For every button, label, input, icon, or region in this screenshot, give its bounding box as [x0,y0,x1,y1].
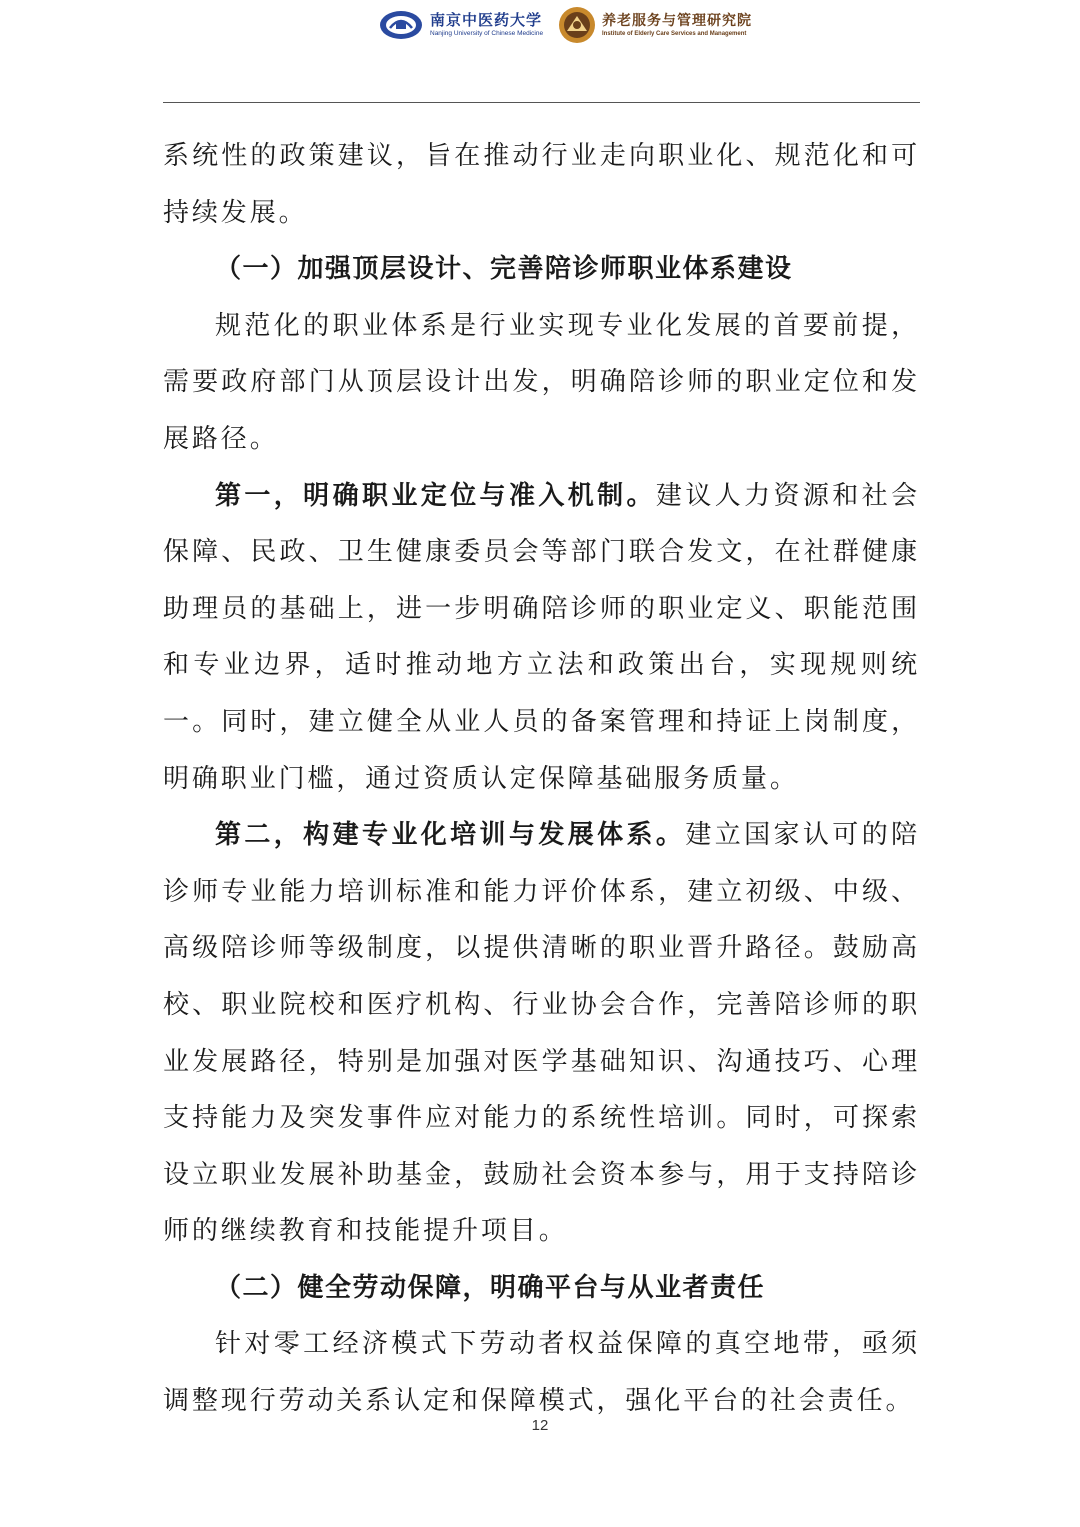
paragraph-continued: 系统性的政策建议，旨在推动行业走向职业化、规范化和可持续发展。 [163,141,920,228]
university-name-cn: 南京中医药大学 [430,10,543,29]
section-heading-1: （一）加强顶层设计、完善陪诊师职业体系建设 [215,254,793,285]
institute-emblem-icon [558,6,596,44]
paragraph-first-point [163,468,920,808]
university-emblem-icon [378,8,424,42]
paragraph-labor: 针对零工经济模式下劳动者权益保障的真空地带，亟须调整现行劳动关系认定和保障模式，强化平台的社会责任。 [163,1329,920,1417]
section-heading-2: （二）健全劳动保障，明确平台与从业者责任 [215,1272,766,1303]
header-divider [163,102,920,103]
university-logo [378,6,543,44]
paragraph-second-point [163,807,920,1260]
page-header [163,52,920,100]
page-number: 12 [531,1417,549,1434]
paragraph-lead: 第二，构建专业化培训与发展体系。 [215,820,686,851]
institute-name-en: Institute of Elderly Care Services and Management [602,30,747,37]
institute-logo [558,6,752,44]
paragraph-text: 建立国家认可的陪诊师专业能力培训标准和能力评价体系，建立初级、中级、高级陪诊师等级制度，以提供清晰的职业晋升路径。鼓励高校、职业院校和医疗机构、行业协会合作，完善陪诊师的职业发展路径，特别是加强对医学基础知识、沟通技巧、心理支持能力及突发事件应对能力的系统性培训。同时，可探索设立职业发展补助基金，鼓励社会资本参与，用于支持陪诊师的继续教育和技能提升项目。 [163,820,920,1247]
university-name-en: Nanjing University of Chinese Medicine [430,29,544,37]
page-body [163,128,920,1430]
paragraph-text: 建议人力资源和社会保障、民政、卫生健康委员会等部门联合发文，在社群健康助理员的基础上，进一步明确陪诊师的职业定义、职能范围和专业边界，适时推动地方立法和政策出台，实现规则统一。同时，建立健全从业人员的备案管理和持证上岗制度，明确职业门槛，通过资质认定保障基础服务质量。 [163,480,920,794]
institute-name-cn: 养老服务与管理研究院 [602,12,752,29]
paragraph-intro: 规范化的职业体系是行业实现专业化发展的首要前提，需要政府部门从顶层设计出发，明确陪诊师的职业定位和发展路径。 [163,310,920,454]
paragraph-lead: 第一，明确职业定位与准入机制。 [215,480,656,511]
